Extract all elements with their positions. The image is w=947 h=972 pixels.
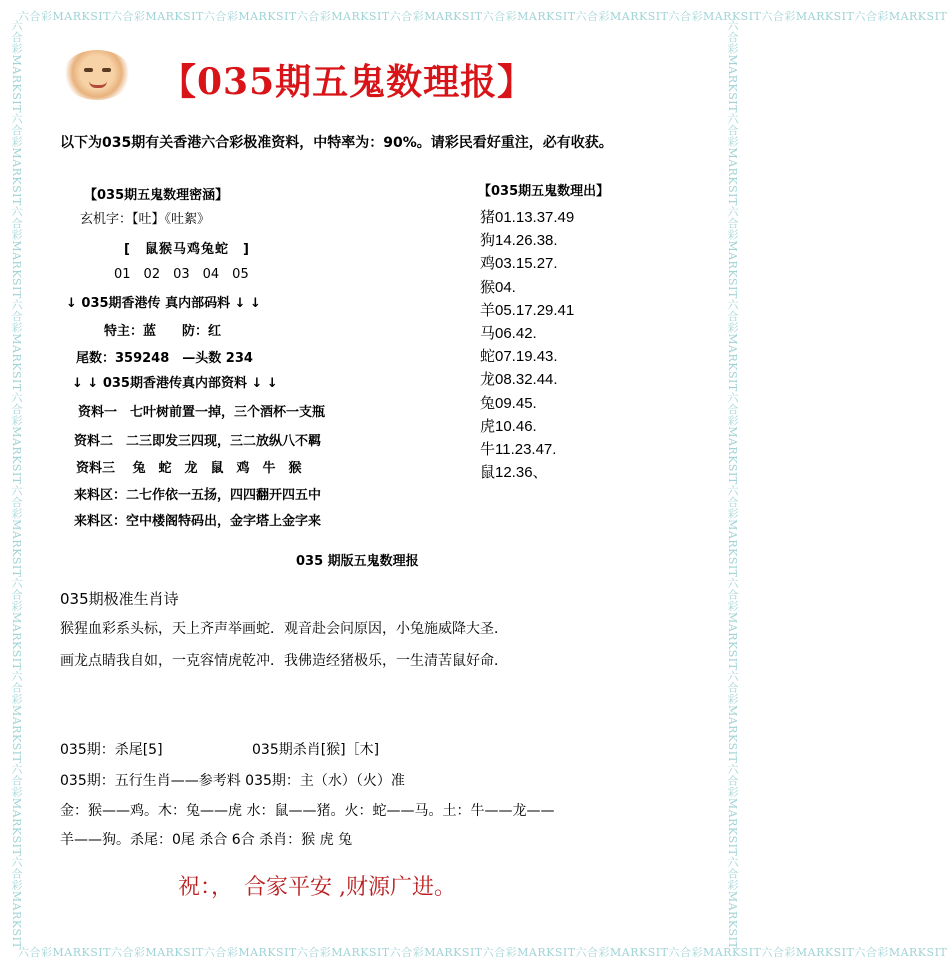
list-item: 羊05.17.29.41	[480, 301, 575, 319]
zodiac-number-list	[480, 206, 680, 484]
page-title: 【035期五鬼数理报】	[160, 61, 535, 103]
list-item: 猴04.	[480, 278, 516, 296]
te-main-text: 特主：蓝 防：红	[104, 324, 222, 339]
list-item: 猪01.13.37.49	[480, 209, 575, 226]
list-item: 鸡03.15.27.	[480, 255, 558, 273]
border-watermark-top: 六合彩MARKSIT六合彩MARKSIT六合彩MARKSIT六合彩MARKSIT六合彩MARKSIT六合彩MARKSIT六合彩MARKSIT六合彩MARKSIT六合彩MARKSIT六合彩MARKSIT	[18, 10, 947, 23]
laiqu-2: 来料区：空中楼阁特码出，金字塔上金字来	[74, 514, 322, 529]
wuxing-text: 035期：五行生肖——参考料 035期：主（水）（火）准	[60, 773, 405, 789]
list-item: 马06.42.	[480, 324, 537, 342]
avatar	[62, 50, 132, 100]
right-heading: 【035期五鬼数理出】	[478, 184, 610, 199]
ziliao-2: 资料二 二三即发三四现，三二放纵八不羁	[74, 434, 322, 449]
border-watermark-bottom: 六合彩MARKSIT六合彩MARKSIT六合彩MARKSIT六合彩MARKSIT六合彩MARKSIT六合彩MARKSIT六合彩MARKSIT六合彩MARKSIT六合彩MARKSIT六合彩MARKSIT	[18, 946, 947, 959]
ziliao-3: 资料三 兔 蛇 龙 鼠 鸡 牛 猴	[76, 461, 302, 476]
list-item: 牛11.23.47.	[480, 440, 557, 458]
poem-line-1: 猴猩血彩系头标，天上齐声举画蛇．观音赴会问原因，小兔施威降大圣．	[60, 621, 508, 637]
secret-heading: 【035期五鬼数理密涵】	[84, 188, 229, 203]
list-item: 龙08.32.44.	[480, 371, 558, 389]
section-title: 035 期版五鬼数理报	[296, 554, 419, 569]
laiqu-1: 来料区：二七作依一五扬，四四翻开四五中	[74, 488, 322, 503]
list-item: 虎10.46.	[480, 417, 537, 435]
list-item: 鼠12.36、	[480, 464, 548, 482]
element-line-2: 羊——狗。杀尾：0尾 杀合 6合 杀肖：猴 虎 兔	[60, 832, 353, 848]
poem-heading: 035期极准生肖诗	[60, 590, 179, 608]
intro-text: 以下为035期有关香港六合彩极准资料，中特率为：90%。请彩民看好重注，必有收获。	[60, 135, 613, 151]
avatar-eye-right	[102, 68, 111, 72]
element-line-1: 金：猴——鸡。木：兔——虎 水：鼠——猪。火：蛇——马。土：牛——龙——	[60, 803, 555, 819]
greeting-text: 祝：， 合家平安 ,财源广进。	[178, 875, 456, 900]
numbers-text: 01 02 03 04 05	[114, 267, 249, 282]
ziliao-1: 资料一 七叶树前置一掉，三个酒杯一支瓶	[78, 405, 326, 420]
poem-line-2: 画龙点睛我自如，一克容情虎乾冲．我佛造经猪极乐，一生清苦鼠好命．	[60, 653, 508, 669]
kill-tail-text: 035期：杀尾[5]	[60, 742, 163, 758]
list-item: 狗14.26.38.	[480, 232, 558, 250]
border-watermark-left: 六合彩MARKSIT六合彩MARKSIT六合彩MARKSIT六合彩MARKSIT六合彩MARKSIT六合彩MARKSIT六合彩MARKSIT六合彩MARKSIT六合彩MARKSIT六合彩MARKSIT	[10, 20, 23, 950]
avatar-eye-left	[84, 68, 93, 72]
wei-tou-text: 尾数：359248 —头数 234	[76, 351, 253, 366]
border-watermark-right: 六合彩MARKSIT六合彩MARKSIT六合彩MARKSIT六合彩MARKSIT六合彩MARKSIT六合彩MARKSIT六合彩MARKSIT六合彩MARKSIT六合彩MARKSIT六合彩MARKSIT	[726, 20, 739, 950]
xuanji-text: 玄机字：【吐】《吐絮》	[80, 212, 211, 227]
kill-zodiac-text: 035期杀肖[猴]［木]	[252, 742, 380, 758]
list-item: 兔09.45.	[480, 394, 537, 412]
hk-heading-2: ↓ ↓ 035期香港传真内部资料 ↓ ↓	[72, 376, 278, 391]
animals-text: [ 鼠猴马鸡兔蛇 ]	[124, 242, 250, 257]
avatar-mouth	[89, 81, 107, 88]
list-item: 蛇07.19.43.	[480, 348, 558, 366]
hk-heading-1: ↓ 035期香港传 真内部码料 ↓ ↓	[66, 296, 261, 311]
